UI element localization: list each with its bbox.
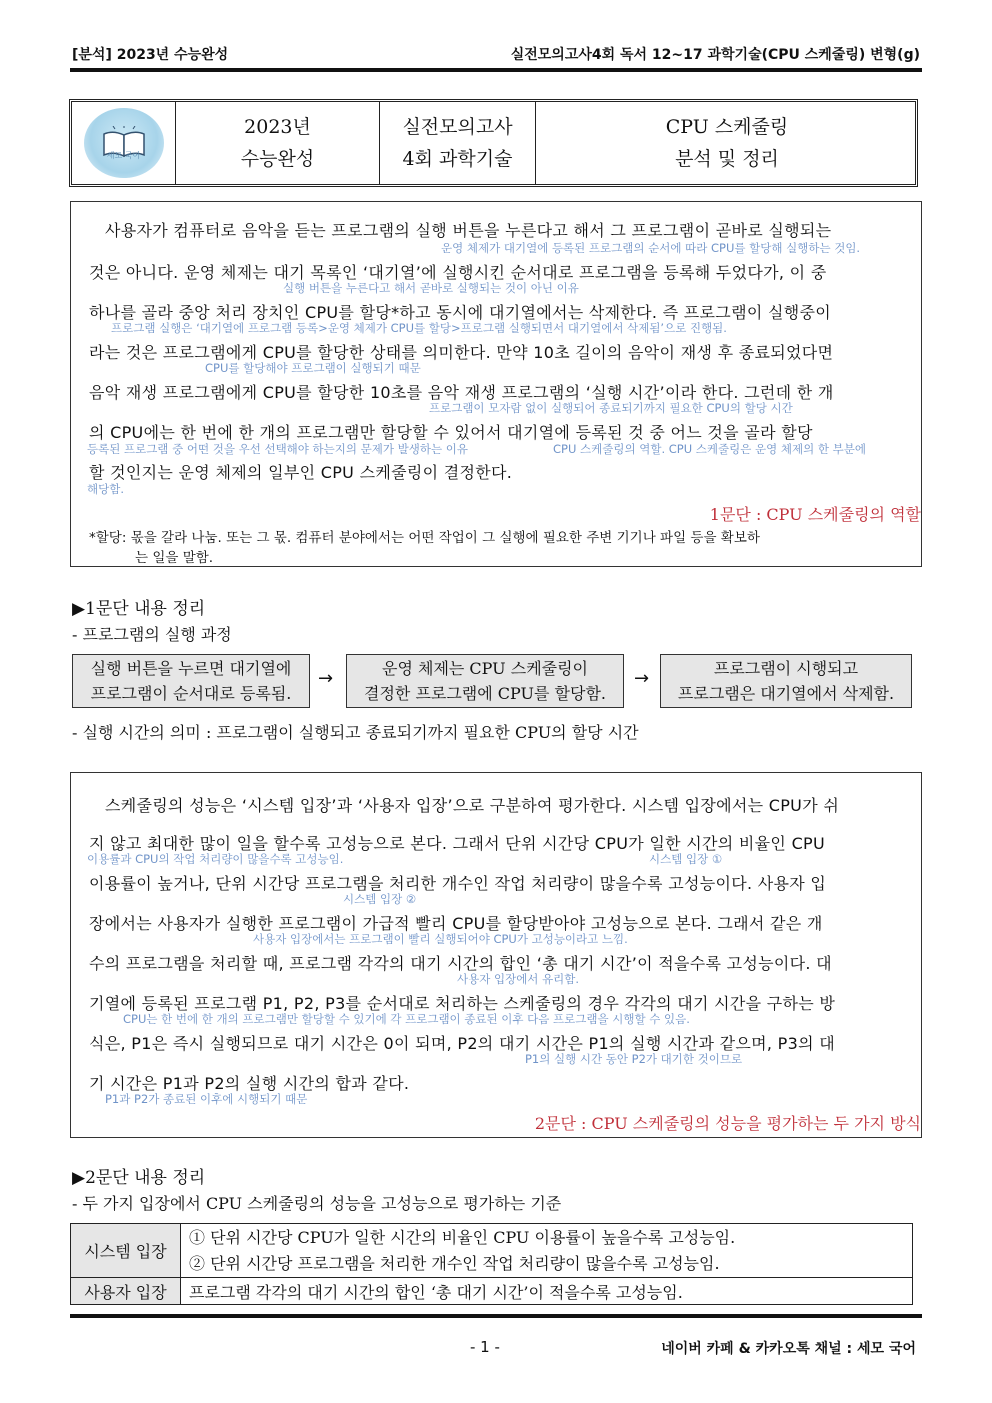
section-subtitle: - 프로그램의 실행 과정	[72, 625, 232, 644]
footer-credit: 네이버 카페 & 카카오톡 채널 : 세모 국어	[661, 1341, 916, 1357]
title-exam-sub: 4회 과학기술	[402, 148, 513, 170]
passage-line: 지 않고 최대한 많이 일을 할수록 고성능으로 본다. 그래서 단위 시간당 CPU가 일한 시간의 비율인 CPU	[89, 834, 826, 853]
passage-line: 기열에 등록된 프로그램 P1, P2, P3를 순서대로 처리하는 스케줄링의 경우 각각의 대기 시간을 구하는 방	[89, 994, 836, 1013]
paragraph-tag: 1문단 : CPU 스케줄링의 역할	[709, 505, 921, 524]
annotation: 이용률과 CPU의 작업 처리량이 많을수록 고성능임.	[87, 852, 344, 866]
table-row	[71, 1224, 913, 1278]
summary-table	[70, 1223, 913, 1305]
book-logo-icon	[84, 108, 164, 178]
title-book: 수능완성	[240, 148, 315, 170]
logo-caption: 세모 국어	[106, 151, 141, 160]
passage-line: 이용률이 높거나, 단위 시간당 프로그램을 처리한 개수인 작업 처리량이 많을수록 고성능이다. 사용자 입	[89, 874, 827, 893]
passage-line: 사용자가 컴퓨터로 음악을 듣는 프로그램의 실행 버튼을 누른다고 해서 그 프로그램이 곧바로 실행되는	[105, 221, 832, 240]
footnote-line: 는 일을 말함.	[135, 550, 214, 566]
row-header: 사용자 입장	[71, 1278, 181, 1305]
flow-step-text: 프로그램이 순서대로 등록됨.	[90, 684, 292, 703]
annotation: 등록된 프로그램 중 어떤 것을 우선 선택해야 하는지의 문제가 발생하는 이유	[87, 442, 468, 456]
section-title: ▶1문단 내용 정리	[72, 599, 206, 619]
header-rule	[70, 68, 922, 72]
criterion-text: ② 단위 시간당 프로그램을 처리한 개수인 작업 처리량이 많을수록 고성능임.	[189, 1253, 720, 1273]
passage-line: 수의 프로그램을 처리할 때, 프로그램 각각의 대기 시간의 합인 ‘총 대기 시간’이 적을수록 고성능이다. 대	[89, 954, 832, 973]
title-topic: CPU 스케줄링	[665, 116, 789, 138]
flow-step-text: 프로그램은 대기열에서 삭제함.	[677, 684, 895, 703]
footnote-line: *할당: 몫을 갈라 나눔. 또는 그 몫. 컴퓨터 분야에서는 어떤 작업이 그 실행에 필요한 주변 기기나 파일 등을 확보하	[89, 530, 760, 546]
title-year: 2023년	[244, 116, 311, 138]
title-topic-cell	[536, 102, 918, 184]
title-year-cell	[176, 102, 380, 184]
passage-line: 식은, P1은 즉시 실행되므로 대기 시간은 0이 되며, P2의 대기 시간은 P1의 실행 시간과 같으며, P3의 대	[89, 1034, 835, 1053]
annotation: 시스템 입장 ②	[343, 892, 417, 906]
title-exam: 실전모의고사	[402, 116, 513, 138]
footer-rule	[70, 1314, 922, 1318]
annotation: 프로그램 실행은 ‘대기열에 프로그램 등록>운영 체제가 CPU를 할당>프로그램 실행되면서 대기열에서 삭제됨’으로 진행됨.	[111, 321, 727, 335]
passage-line: 장에서는 사용자가 실행한 프로그램이 가급적 빨리 CPU를 할당받아야 고성능으로 본다. 그래서 같은 개	[89, 914, 823, 933]
section-title: ▶2문단 내용 정리	[72, 1168, 206, 1188]
passage-line: 의 CPU에는 한 번에 한 개의 프로그램만 할당할 수 있어서 대기열에 등록된 것 중 어느 것을 골라 할당	[89, 423, 813, 442]
title-table	[69, 99, 918, 187]
flow-step-text: 실행 버튼을 누르면 대기열에	[90, 659, 292, 678]
annotation: 프로그램이 모자람 없이 실행되어 종료되기까지 필요한 CPU의 할당 시간	[429, 401, 793, 415]
flow-step-3	[660, 654, 912, 708]
row-header: 시스템 입장	[71, 1224, 181, 1278]
arrow-right-icon: →	[634, 668, 650, 689]
annotation: 실행 버튼을 누른다고 해서 곧바로 실행되는 것이 아닌 이유	[283, 281, 579, 295]
passage-1	[70, 201, 922, 567]
passage-line: 음악 재생 프로그램에게 CPU를 할당한 10초를 음악 재생 프로그램의 ‘실행 시간’이라 한다. 그런데 한 개	[89, 383, 834, 402]
flow-step-text: 운영 체제는 CPU 스케줄링이	[381, 659, 589, 678]
page-number: - 1 -	[470, 1338, 500, 1356]
annotation: CPU 스케줄링의 역할. CPU 스케줄링은 운영 체제의 한 부분에	[553, 442, 866, 456]
annotation: CPU는 한 번에 한 개의 프로그램만 할당할 수 있기에 각 프로그램이 종료된 이후 다음 프로그램을 시행할 수 있음.	[123, 1012, 690, 1026]
table-row	[71, 1278, 913, 1305]
flow-step-1	[72, 654, 310, 708]
annotation: P1의 실행 시간 동안 P2가 대기한 것이므로	[525, 1052, 743, 1066]
section-subtitle: - 실행 시간의 의미 : 프로그램이 실행되고 종료되기까지 필요한 CPU의 할당 시간	[72, 723, 639, 742]
annotation: 사용자 입장에서 유리함.	[457, 972, 580, 986]
passage-line: 스케줄링의 성능은 ‘시스템 입장’과 ‘사용자 입장’으로 구분하여 평가한다. 시스템 입장에서는 CPU가 쉬	[105, 796, 840, 815]
arrow-right-icon: →	[318, 668, 334, 689]
section-subtitle: - 두 가지 입장에서 CPU 스케줄링의 성능을 고성능으로 평가하는 기준	[72, 1194, 562, 1213]
header-right: 실전모의고사4회 독서 12~17 과학기술(CPU 스케줄링) 변형(g)	[510, 47, 920, 63]
passage-2	[70, 772, 922, 1138]
annotation: 사용자 입장에서는 프로그램이 빨리 실행되어야 CPU가 고성능이라고 느낌.	[253, 932, 628, 946]
logo-cell	[72, 102, 176, 184]
passage-line: 기 시간은 P1과 P2의 실행 시간의 합과 같다.	[89, 1074, 410, 1093]
annotation: CPU를 할당해야 프로그램이 실행되기 때문	[205, 361, 421, 375]
annotation: 시스템 입장 ①	[649, 852, 723, 866]
flow-step-text: 프로그램이 시행되고	[713, 659, 859, 678]
title-topic-sub: 분석 및 정리	[675, 148, 779, 170]
flow-step-2	[346, 654, 624, 708]
passage-line: 것은 아니다. 운영 체제는 대기 목록인 ‘대기열’에 실행시킨 순서대로 프로그램을 등록해 두었다가, 이 중	[89, 263, 827, 282]
annotation: 운영 체제가 대기열에 등록된 프로그램의 순서에 따라 CPU를 할당해 실행하는 것임.	[441, 241, 861, 255]
title-exam-cell	[380, 102, 536, 184]
table-cell	[181, 1224, 913, 1278]
paragraph-tag: 2문단 : CPU 스케줄링의 성능을 평가하는 두 가지 방식	[534, 1114, 921, 1133]
flow-step-text: 결정한 프로그램에 CPU를 할당함.	[363, 684, 607, 703]
annotation: P1과 P2가 종료된 이후에 시행되기 때문	[105, 1092, 308, 1106]
criterion-text: ① 단위 시간당 CPU가 일한 시간의 비율인 CPU 이용률이 높을수록 고성능임.	[189, 1227, 736, 1247]
annotation: 해당함.	[87, 482, 124, 496]
header-left: [분석] 2023년 수능완성	[72, 47, 229, 63]
passage-line: 하나를 골라 중앙 처리 장치인 CPU를 할당*하고 동시에 대기열에서는 삭제한다. 즉 프로그램이 실행중이	[89, 303, 831, 322]
passage-line: 할 것인지는 운영 체제의 일부인 CPU 스케줄링이 결정한다.	[89, 463, 513, 482]
passage-line: 라는 것은 프로그램에게 CPU를 할당한 상태를 의미한다. 만약 10초 길이의 음악이 재생 후 종료되었다면	[89, 343, 834, 362]
criterion-text: 프로그램 각각의 대기 시간의 합인 ‘총 대기 시간’이 적을수록 고성능임.	[181, 1278, 913, 1305]
